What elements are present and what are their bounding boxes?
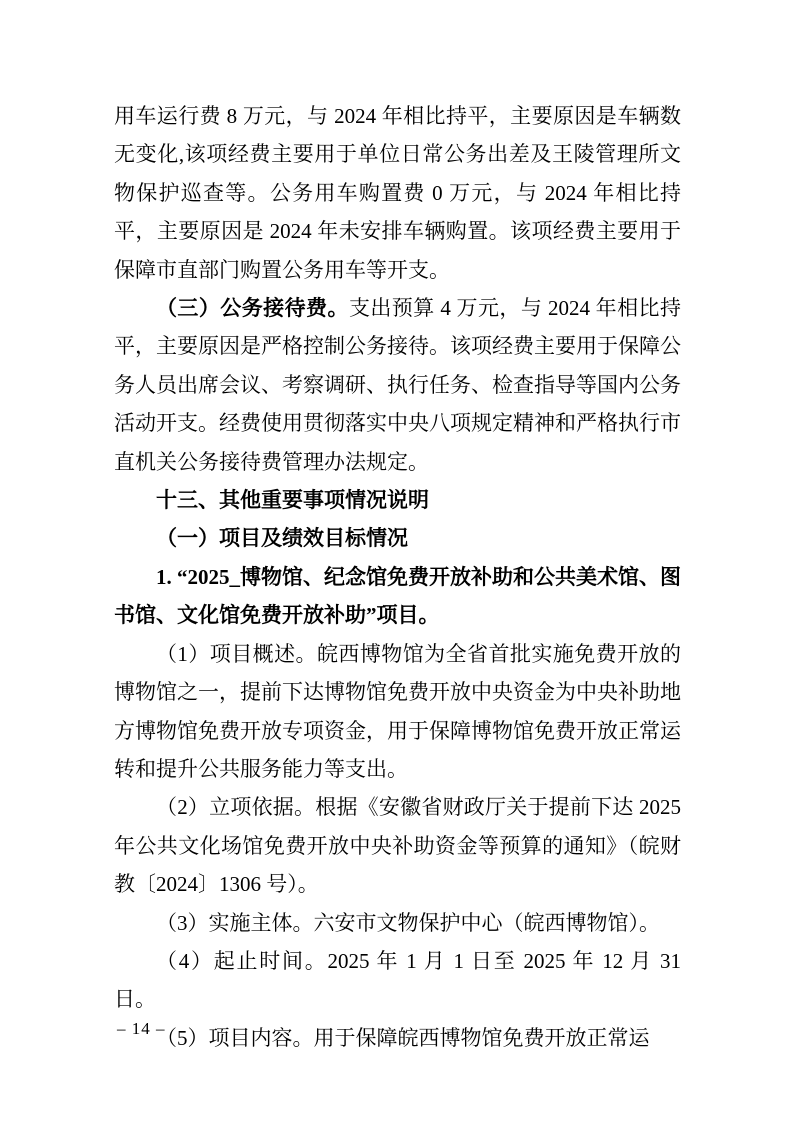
heading-projects-and-performance xyxy=(114,519,681,557)
text-run: 用车运行费 8 万元，与 2024 年相比持平，主要原因是车辆数无变化,该项经费主要用于单位日常公务出差及王陵管理所文物保护巡查等。公务用车购置费 0 万元，与 2024 年相比持平，主要原因是 2024 年未安排车辆购置。该项经费主要用于保障市直部门购置公务用车等开支。 xyxy=(114,104,681,282)
text-run: （三）公务接待费。 xyxy=(156,296,349,321)
heading-section-thirteen xyxy=(114,481,681,519)
heading-project-1-title xyxy=(114,558,681,635)
text-run: （5）项目内容。用于保障皖西博物馆免费开放正常运 xyxy=(156,1025,650,1050)
para-project-overview xyxy=(114,635,681,789)
para-project-implementer xyxy=(114,904,681,942)
text-run: 1. “2025_博物馆、纪念馆免费开放补助和公共美术馆、图书馆、文化馆免费开放补助”项目。 xyxy=(114,564,681,628)
text-run: 支出预算 4 万元，与 2024 年相比持平，主要原因是严格控制公务接待。该项经费主要用于保障公务人员出席会议、考察调研、执行任务、检查指导等国内公务活动开支。经费使用贯彻落实中央八项规定精神和严格执行市直机关公务接待费管理办法规定。 xyxy=(114,296,681,474)
para-official-reception-fees xyxy=(114,289,681,481)
text-run: （1）项目概述。皖西博物馆为全省首批实施免费开放的博物馆之一，提前下达博物馆免费开放中央资金为中央补助地方博物馆免费开放专项资金，用于保障博物馆免费开放正常运转和提升公共服务能力等支出。 xyxy=(114,641,681,781)
document-body xyxy=(114,97,681,1057)
text-run: 十三、其他重要事项情况说明 xyxy=(156,488,429,513)
para-official-vehicle-fees xyxy=(114,97,681,289)
text-run: （4）起止时间。2025 年 1 月 1 日至 2025 年 12 月 31 日。 xyxy=(114,948,681,1012)
text-run: （2）立项依据。根据《安徽省财政厅关于提前下达 2025 年公共文化场馆免费开放中央补助资金等预算的通知》（皖财教〔2024〕1306 号）。 xyxy=(114,795,681,897)
para-project-duration xyxy=(114,942,681,1019)
para-project-content xyxy=(114,1019,681,1057)
text-run: （一）项目及绩效目标情况 xyxy=(156,526,408,551)
para-project-basis xyxy=(114,788,681,903)
page-number: – 14 – xyxy=(117,1019,166,1038)
text-run: （3）实施主体。六安市文物保护中心（皖西博物馆）。 xyxy=(156,910,660,935)
